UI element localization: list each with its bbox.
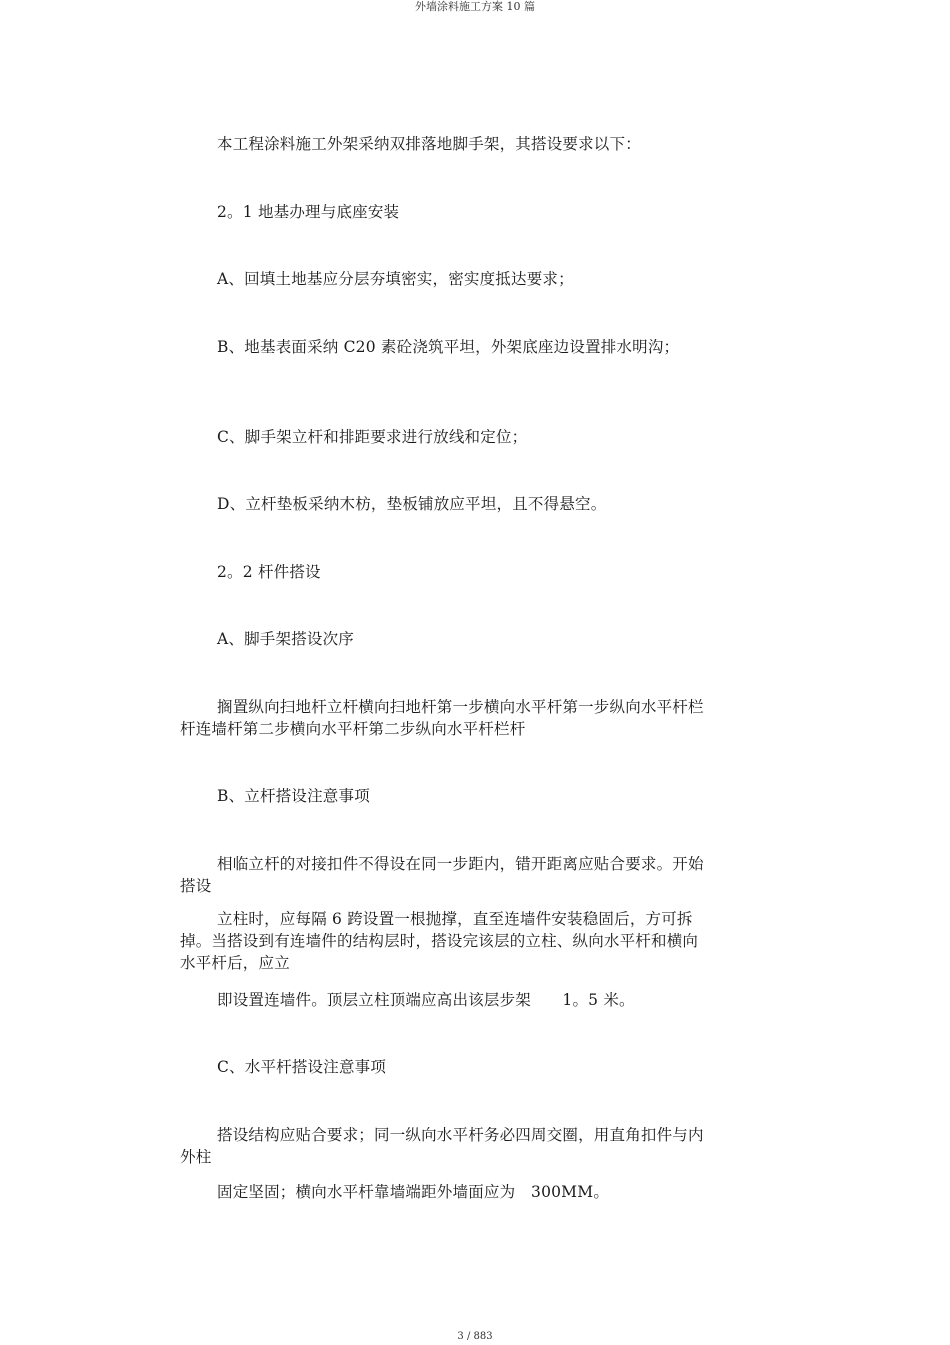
paragraph-horizontal-1: 搭设结构应贴合要求；同一纵向水平杆务必四周交圈，用直角扣件与内外柱: [180, 1126, 704, 1166]
running-header: 外墙涂料施工方案 10 篇: [415, 0, 535, 13]
item-a: A、回填土地基应分层夯填密实，密实度抵达要求；: [217, 270, 574, 288]
subheading-c: C、水平杆搭设注意事项: [217, 1058, 387, 1076]
item-b: B、地基表面采纳 C20 素砼浇筑平坦，外架底座边设置排水明沟；: [217, 338, 680, 356]
paragraph-horizontal-2: 固定坚固；横向水平杆靠墙端距外墙面应为 300MM。: [217, 1183, 610, 1201]
page-number: 3 / 883: [457, 1331, 493, 1342]
item-c: C、脚手架立杆和排距要求进行放线和定位；: [217, 428, 528, 446]
paragraph-pole-2: 立柱时，应每隔 6 跨设置一根抛撑，直至连墙件安装稳固后，方可拆掉。当搭设到有连墙件的结构层时，搭设完该层的立柱、纵向水平杆和横向水平杆后，应立: [180, 910, 699, 972]
section-heading-2-2: 2。2 杆件搭设: [217, 563, 321, 581]
paragraph-sequence: 搁置纵向扫地杆立杆横向扫地杆第一步横向水平杆第一步纵向水平杆栏杆连墙杆第二步横向水平杆第二步纵向水平杆栏杆: [180, 698, 704, 738]
paragraph-intro: 本工程涂料施工外架采纳双排落地脚手架，其搭设要求以下：: [217, 135, 641, 153]
subheading-a: A、脚手架搭设次序: [217, 630, 354, 648]
section-heading-2-1: 2。1 地基办理与底座安装: [217, 203, 400, 221]
subheading-b: B、立杆搭设注意事项: [217, 787, 370, 805]
paragraph-pole-1: 相临立杆的对接扣件不得设在同一步距内，错开距离应贴合要求。开始搭设: [180, 855, 704, 895]
item-d: D、立杆垫板采纳木枋，垫板铺放应平坦，且不得悬空。: [217, 495, 607, 513]
paragraph-pole-3: 即设置连墙件。顶层立柱顶端应高出该层步架 1。5 米。: [217, 991, 635, 1009]
